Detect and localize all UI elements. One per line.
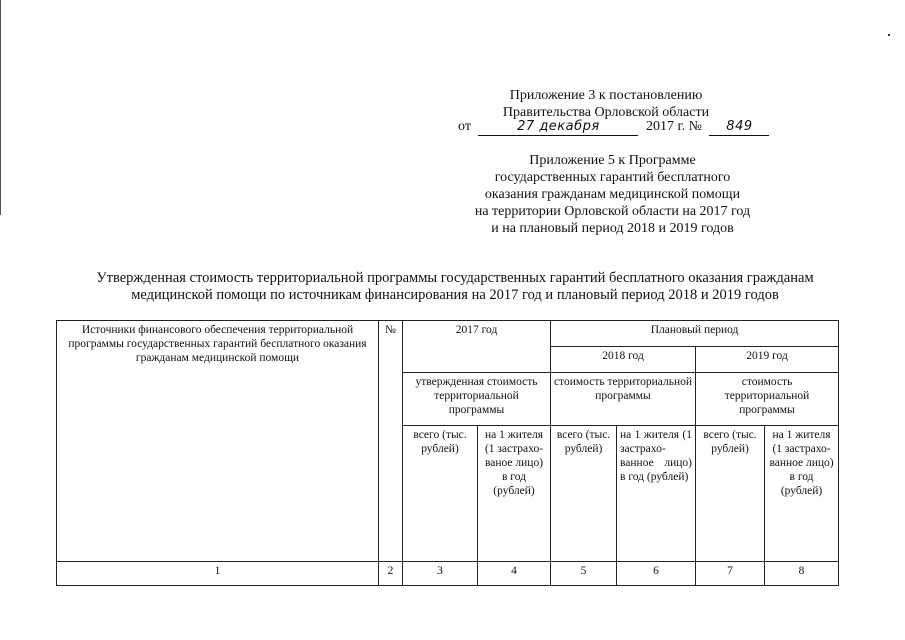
column-number: 7 (696, 562, 765, 586)
header-cell-total-2019: всего (тыс. рублей) (696, 426, 765, 562)
document-title (40, 270, 870, 304)
scan-dot (888, 34, 890, 36)
header-cell-2017: 2017 год (403, 321, 551, 373)
header-cell-2018: 2018 год (551, 347, 696, 373)
column-number: 1 (57, 562, 379, 586)
title-line-1: Утвержденная стоимость территориальной программы государственных гарантий бесплатного оказания гражданам (96, 270, 814, 286)
column-number: 5 (551, 562, 617, 586)
cost-table (56, 320, 839, 586)
header-cell-2019: 2019 год (696, 347, 839, 373)
program-line-1: Приложение 5 к Программе (529, 153, 696, 168)
scan-edge-line (0, 0, 1, 215)
column-number: 2 (379, 562, 403, 586)
header-cell-per-capita-2017: на 1 жителя (1 застрахо-ваное лицо) в год (рублей) (478, 426, 551, 562)
program-line-2: государственных гарантий бесплатного (494, 170, 731, 185)
resolution-header (420, 87, 792, 121)
header-cell-no: № (379, 321, 403, 562)
header-cell-per-capita-2019: на 1 жителя (1 застрахо-ванное лицо) в год (рублей) (765, 426, 839, 562)
resolution-date-line (458, 118, 769, 136)
column-number: 3 (403, 562, 478, 586)
title-line-2: медицинской помощи по источникам финансирования на 2017 год и плановый период 2018 и 2019 годов (131, 287, 779, 303)
program-appendix-header (440, 152, 785, 237)
header-line-1: Приложение 3 к постановлению (509, 88, 703, 103)
program-line-5: и на плановый период 2018 и 2019 годов (491, 221, 734, 236)
header-cell-total-2017: всего (тыс. рублей) (403, 426, 478, 562)
header-cell-per-capita-2018: на 1 жителя (1 застрахо-ванное лицо) в год (рублей) (617, 426, 696, 562)
header-cell-total-2018: всего (тыс. рублей) (551, 426, 617, 562)
year-text: 2017 г. № (645, 119, 702, 134)
program-line-3: оказания гражданам медицинской помощи (484, 187, 741, 202)
column-number-row (57, 562, 839, 586)
header-cell-planned-period: Плановый период (551, 321, 839, 347)
handwritten-number: 849 (709, 119, 769, 136)
header-line-2: Правительства Орловской области (502, 105, 710, 120)
date-prefix: от (458, 119, 471, 134)
handwritten-date: 27 декабря (478, 119, 638, 136)
header-cell-source: Источники финансового обеспечения территориальной программы государственных гарантий бесплатного оказания гражданам медицинской помощи (57, 321, 379, 562)
column-number: 4 (478, 562, 551, 586)
column-number: 6 (617, 562, 696, 586)
column-number: 8 (765, 562, 839, 586)
header-cell-approved-cost: утвержденная стоимость территориальной программы (403, 373, 551, 426)
header-cell-cost-2019: стоимость территориальной программы (696, 373, 839, 426)
program-line-4: на территории Орловской области на 2017 год (474, 204, 751, 219)
header-cell-cost-2018: стоимость территориальной программы (551, 373, 696, 426)
